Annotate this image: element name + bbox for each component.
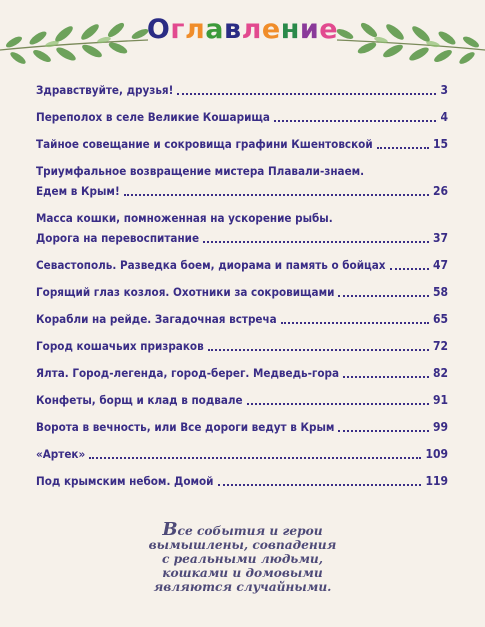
toc-entry-title: Корабли на рейде. Загадочная встреча — [36, 312, 277, 326]
toc-entry[interactable] — [36, 417, 448, 437]
toc-entry-line — [36, 208, 448, 228]
toc-leader-dots — [274, 120, 437, 122]
toc-page-number: 47 — [432, 258, 448, 272]
toc-leader-dots — [338, 430, 429, 432]
title-letter: а — [205, 14, 224, 45]
toc-leader-dots — [377, 147, 429, 149]
title-letter: О — [146, 14, 171, 45]
disclaimer-line-5: являются случайными. — [153, 580, 332, 594]
toc-entry-line — [36, 80, 448, 100]
toc-entry-line — [36, 161, 448, 181]
toc-leader-dots — [89, 457, 421, 459]
toc-leader-dots — [177, 93, 436, 95]
toc-page-number: 82 — [432, 366, 448, 380]
toc-entry[interactable] — [36, 444, 448, 464]
toc-entry-line — [36, 134, 448, 154]
toc-entry-title: Триумфальное возвращение мистера Плавали-знаем. — [36, 164, 365, 178]
toc-entry[interactable] — [36, 208, 448, 248]
table-of-contents — [36, 80, 448, 491]
page-title — [0, 14, 485, 45]
toc-entry-line — [36, 282, 448, 302]
toc-leader-dots — [247, 403, 429, 405]
disclaimer-note — [0, 519, 485, 594]
toc-entry-title: Под крымским небом. Домой — [36, 474, 214, 488]
toc-leader-dots — [343, 376, 429, 378]
toc-entry-line — [36, 228, 448, 248]
title-letter: в — [224, 14, 242, 45]
title-letter: е — [261, 14, 281, 45]
toc-entry-title: Тайное совещание и сокровища графини Кшентовской — [36, 137, 373, 151]
toc-entry-line — [36, 444, 448, 464]
toc-entry[interactable] — [36, 80, 448, 100]
toc-entry-title: Ялта. Город-легенда, город-берег. Медведь-гора — [36, 366, 340, 380]
toc-entry-line — [36, 471, 448, 491]
toc-leader-dots — [203, 241, 429, 243]
title-letter: г — [170, 14, 185, 45]
toc-leader-dots — [338, 295, 429, 297]
toc-page-number: 58 — [432, 285, 448, 299]
toc-entry[interactable] — [36, 282, 448, 302]
toc-page-number: 72 — [432, 339, 448, 353]
toc-leader-dots — [208, 349, 429, 351]
title-letter: е — [319, 14, 339, 45]
toc-entry[interactable] — [36, 336, 448, 356]
toc-page-number: 65 — [432, 312, 448, 326]
title-letter: л — [184, 14, 206, 45]
toc-entry[interactable] — [36, 161, 448, 201]
toc-entry-title: Масса кошки, помноженная на ускорение рыбы. — [36, 211, 333, 225]
toc-entry-title: Едем в Крым! — [36, 184, 120, 198]
toc-entry-line — [36, 181, 448, 201]
toc-entry-title: Севастополь. Разведка боем, диорама и память о бойцах — [36, 258, 386, 272]
disclaimer-line-1 — [0, 519, 485, 540]
toc-entry[interactable] — [36, 363, 448, 383]
toc-leader-dots — [281, 322, 429, 324]
disclaimer-line-4: кошками и домовыми — [162, 566, 323, 580]
toc-entry[interactable] — [36, 107, 448, 127]
disclaimer-line-3: с реальными людьми, — [161, 552, 324, 566]
toc-entry-title: «Артек» — [36, 447, 86, 461]
toc-leader-dots — [124, 194, 429, 196]
toc-page-number: 4 — [440, 110, 448, 124]
disclaimer-drop-letter: В — [162, 519, 178, 540]
toc-page-number: 109 — [425, 447, 448, 461]
toc-entry-title: Здравствуйте, друзья! — [36, 83, 174, 97]
toc-entry-line — [36, 255, 448, 275]
toc-entry[interactable] — [36, 471, 448, 491]
toc-page-number: 99 — [432, 420, 448, 434]
toc-page-number: 15 — [432, 137, 448, 151]
toc-entry[interactable] — [36, 390, 448, 410]
toc-page-number: 26 — [432, 184, 448, 198]
toc-entry-title: Город кошачьих призраков — [36, 339, 204, 353]
title-letter: и — [299, 14, 320, 45]
toc-entry-line — [36, 417, 448, 437]
toc-entry-title: Переполох в селе Великие Кошарища — [36, 110, 270, 124]
title-letter: л — [241, 14, 262, 45]
toc-page-number: 37 — [432, 231, 448, 245]
toc-entry-line — [36, 336, 448, 356]
toc-entry-line — [36, 309, 448, 329]
toc-entry-title: Горящий глаз козлоя. Охотники за сокровищами — [36, 285, 335, 299]
toc-entry-title: Ворота в вечность, или Все дороги ведут в Крым — [36, 420, 335, 434]
toc-page-number: 91 — [432, 393, 448, 407]
toc-page-number: 3 — [440, 83, 448, 97]
toc-entry-line — [36, 363, 448, 383]
toc-entry[interactable] — [36, 309, 448, 329]
disclaimer-text: се события и герои — [177, 524, 323, 538]
toc-leader-dots — [390, 268, 429, 270]
toc-entry[interactable] — [36, 255, 448, 275]
toc-entry-title: Дорога на перевоспитание — [36, 231, 200, 245]
toc-entry[interactable] — [36, 134, 448, 154]
title-letter: н — [280, 14, 300, 45]
toc-page-number: 119 — [425, 474, 448, 488]
toc-leader-dots — [218, 484, 422, 486]
toc-entry-line — [36, 390, 448, 410]
toc-entry-title: Конфеты, борщ и клад в подвале — [36, 393, 243, 407]
disclaimer-line-2: вымышлены, совпадения — [148, 538, 337, 552]
toc-entry-line — [36, 107, 448, 127]
